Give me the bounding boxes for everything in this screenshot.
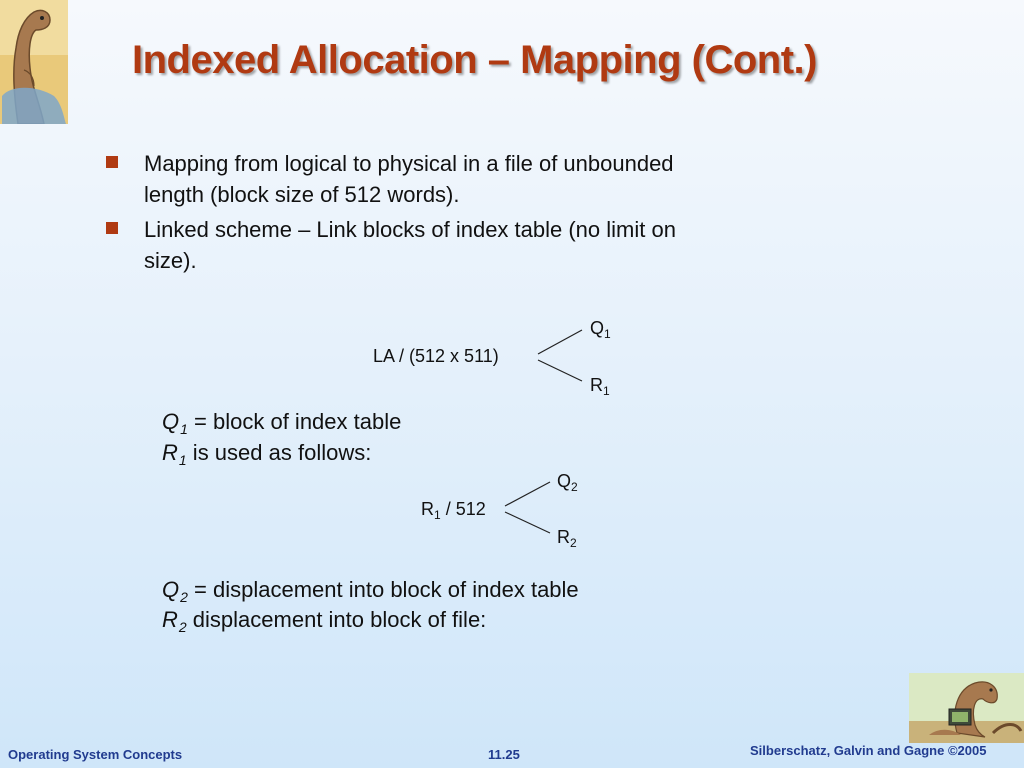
q1-branch-line	[538, 330, 582, 354]
r-symbol: R	[162, 440, 178, 465]
r-symbol: R	[557, 527, 570, 547]
diagram2-r-label	[557, 527, 577, 548]
bullet-text-line: Linked scheme – Link blocks of index table (no limit on	[144, 217, 676, 242]
footer-slide-number: 11.25	[488, 747, 520, 762]
q-symbol: Q	[162, 409, 180, 434]
q2-definition	[162, 577, 579, 603]
r-subscript: 2	[178, 619, 187, 635]
r1-definition	[162, 440, 371, 466]
footer-course-title: Operating System Concepts	[8, 747, 183, 762]
slide-title: Indexed Allocation – Mapping (Cont.)	[132, 38, 817, 82]
bullet-text-line: Mapping from logical to physical in a file of unbounded	[144, 151, 674, 176]
q-subscript: 1	[180, 421, 188, 437]
r-symbol: R	[590, 375, 603, 395]
q-definition-text: = block of index table	[187, 409, 402, 434]
q-symbol: Q	[557, 471, 572, 491]
r-symbol: R	[421, 499, 434, 519]
diagram1-r-label	[590, 375, 610, 396]
r-subscript: 1	[603, 384, 610, 398]
q2-branch-line	[505, 482, 550, 506]
q-symbol: Q	[162, 577, 180, 602]
r-subscript: 1	[178, 452, 187, 468]
q-subscript: 2	[571, 480, 578, 494]
r2-branch-line	[505, 512, 550, 533]
diagram2-expression	[421, 499, 486, 520]
q-definition-text: = displacement into block of index table	[187, 577, 579, 602]
r1-branch-line	[538, 360, 582, 381]
dinosaur-laptop-icon	[909, 673, 1024, 743]
q-subscript: 2	[180, 589, 188, 605]
q-symbol: Q	[590, 318, 605, 338]
bullet-text-line: length (block size of 512 words).	[144, 182, 460, 207]
diagram2-q-label	[557, 471, 578, 492]
footer-copyright: Silberschatz, Galvin and Gagne ©2005	[750, 743, 987, 758]
bullet-text-line: size).	[144, 248, 197, 273]
r2-definition	[162, 607, 486, 633]
diagram1-q-label	[590, 318, 611, 339]
r-subscript: 1	[434, 508, 441, 522]
r-symbol: R	[162, 607, 178, 632]
q1-definition	[162, 409, 401, 435]
r-definition-text: displacement into block of file:	[186, 607, 487, 632]
r-subscript: 2	[570, 536, 577, 550]
diagram1-expression: LA / (512 x 511)	[373, 346, 499, 366]
r-definition-text: is used as follows:	[186, 440, 372, 465]
q-subscript: 1	[604, 327, 611, 341]
expression-rest: / 512	[440, 499, 486, 519]
